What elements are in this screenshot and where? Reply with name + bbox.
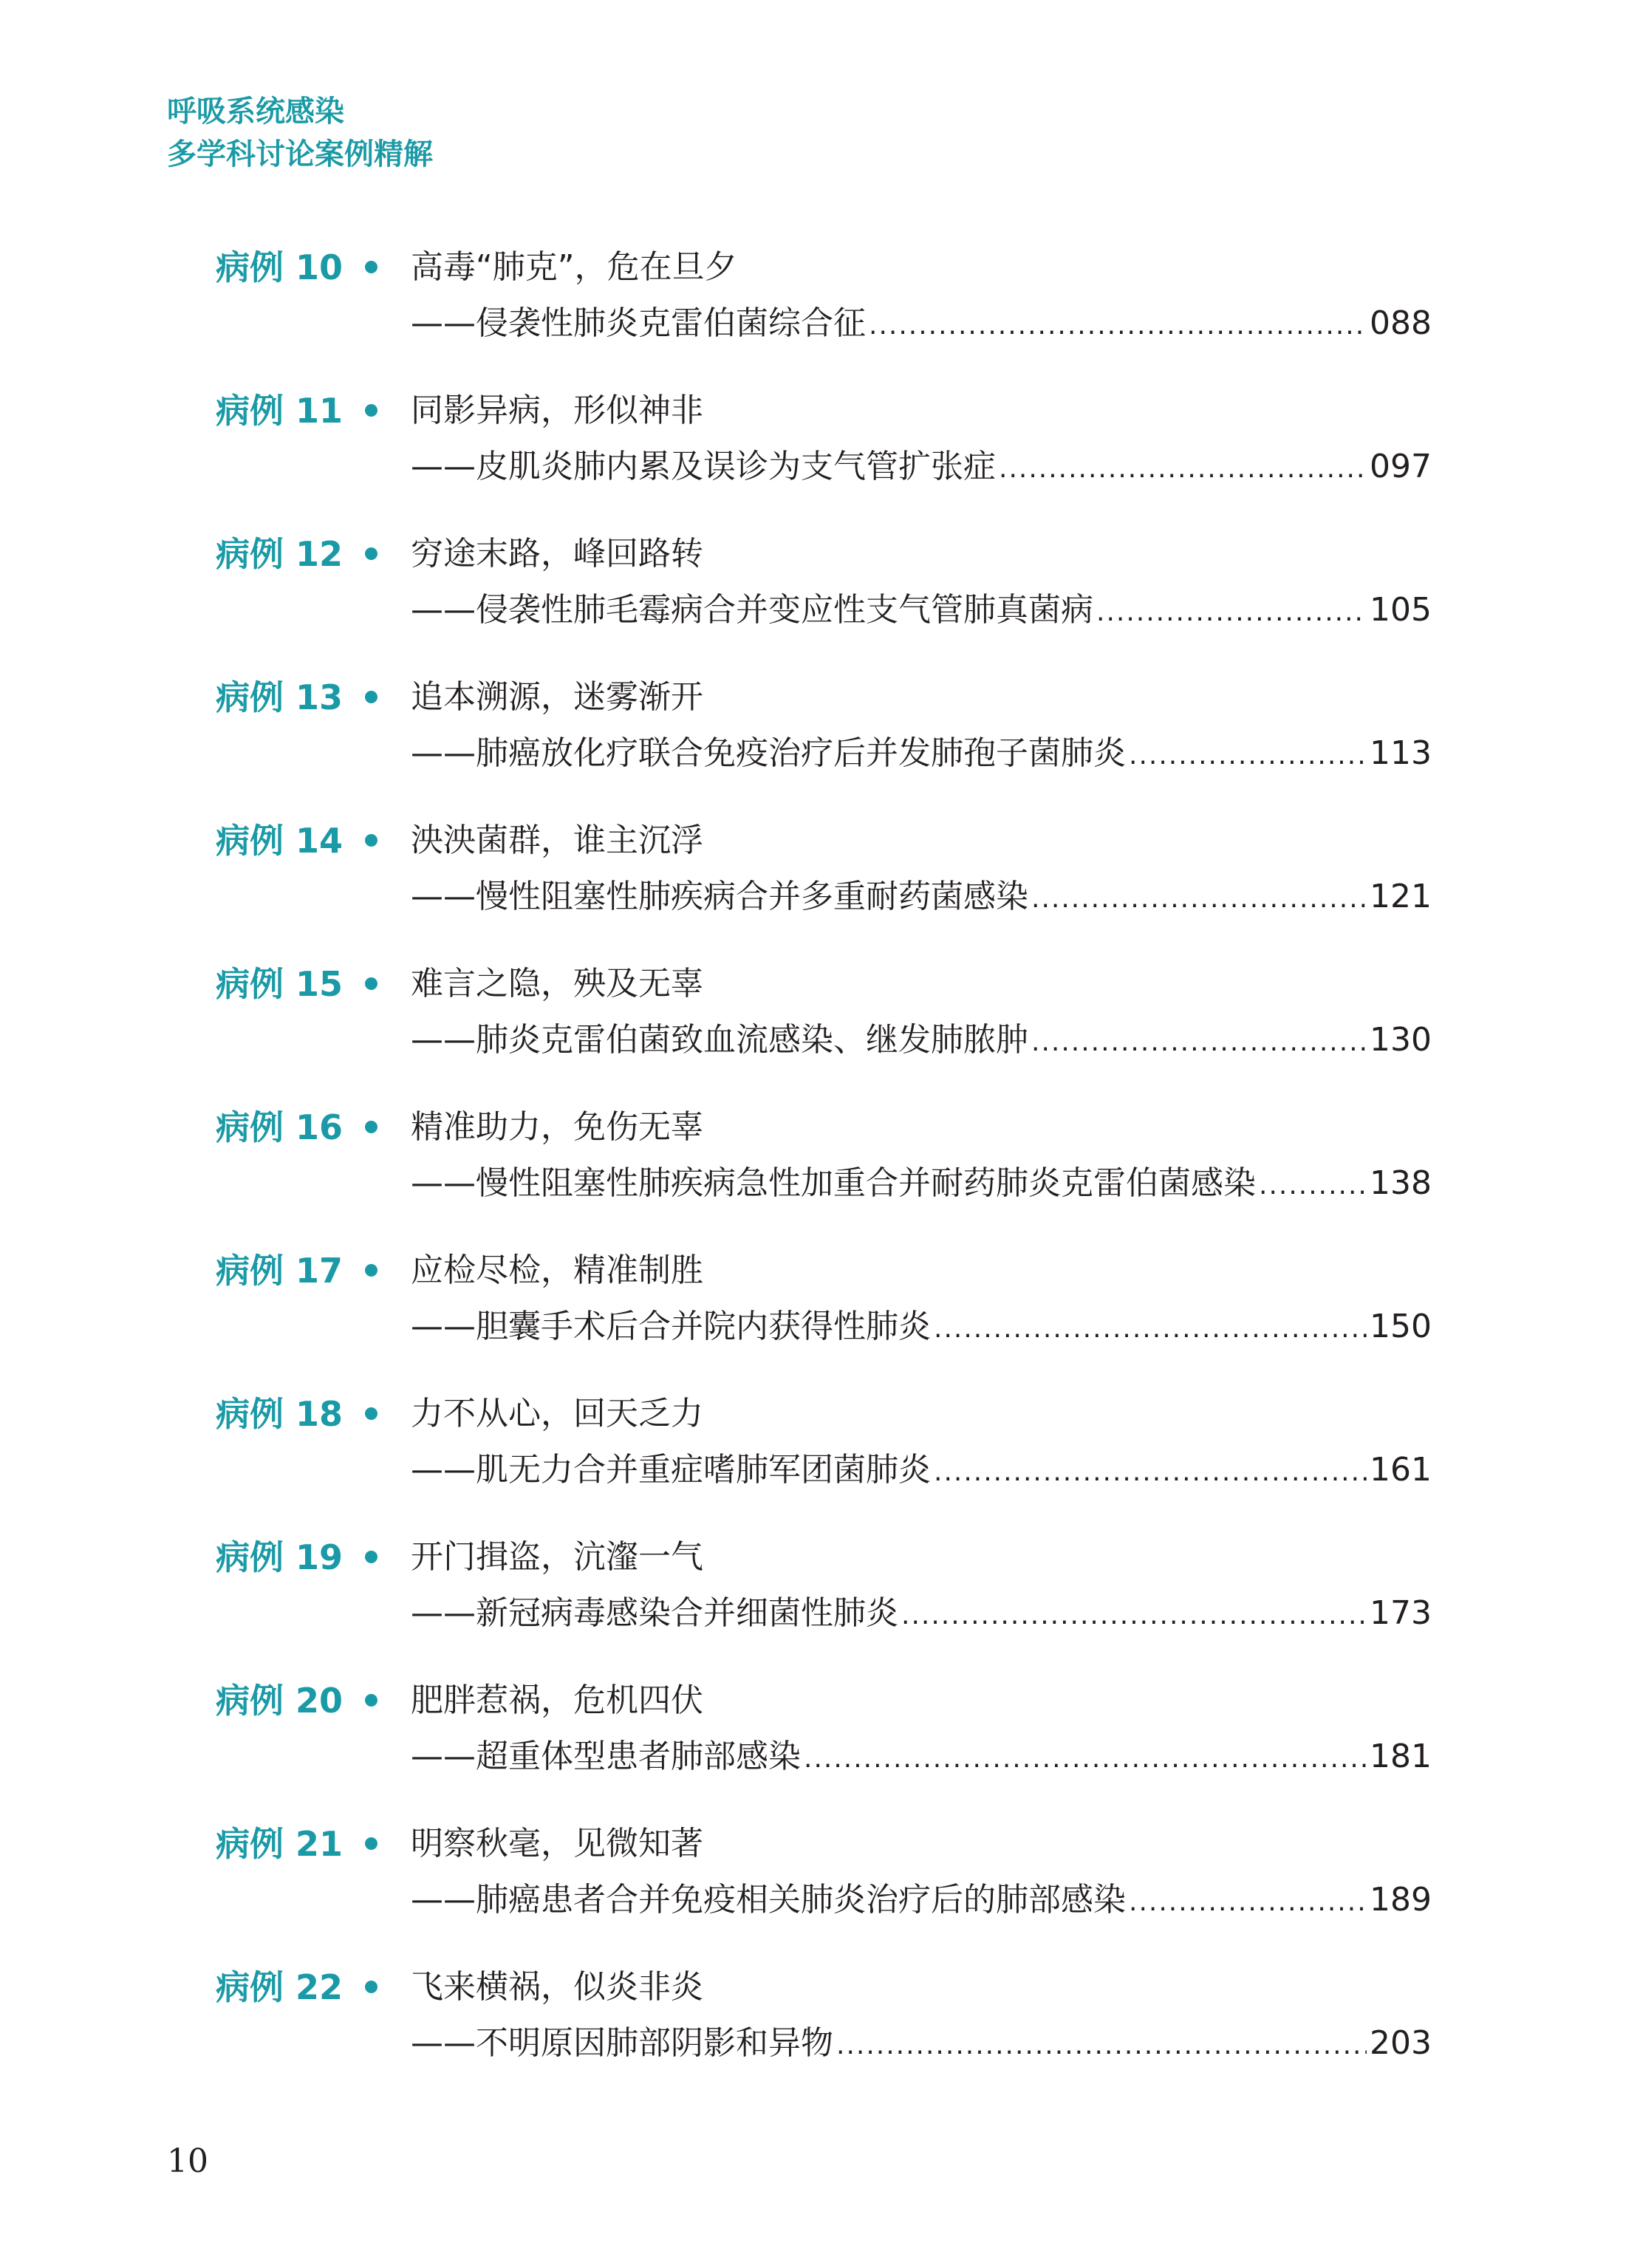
toc-entry[interactable] [0,242,1640,385]
case-number: 病例 22 [216,1967,344,2007]
case-subtitle: ——慢性阻塞性肺疾病合并多重耐药菌感染 [411,878,1028,915]
case-title: 明察秋毫，见微知著 [411,1825,703,1862]
page-number[interactable]: 150 [1370,1308,1432,1345]
page-number[interactable]: 181 [1370,1738,1432,1775]
dot-leader [1259,1160,1367,1212]
case-number: 病例 15 [216,964,344,1004]
case-title: 精准助力，免伤无辜 [411,1108,703,1146]
case-number: 病例 12 [216,534,344,574]
case-subtitle-line [411,1158,1432,1212]
bullet-dot-icon [365,1837,377,1850]
bullet-dot-icon [365,1121,377,1133]
bullet-dot-icon [365,1694,377,1707]
page-number[interactable]: 130 [1370,1021,1432,1059]
page-number[interactable]: 189 [1370,1881,1432,1919]
case-number: 病例 21 [216,1824,344,1864]
case-subtitle-line [411,1731,1432,1785]
case-subtitle: ——肺癌患者合并免疫相关肺炎治疗后的肺部感染 [411,1881,1126,1919]
case-subtitle: ——侵袭性肺炎克雷伯菌综合征 [411,304,866,342]
case-title: 穷途末路，峰回路转 [411,535,703,573]
toc-entry[interactable] [0,528,1640,672]
case-subtitle-line [411,728,1432,782]
case-number: 病例 14 [216,821,344,861]
dot-leader [1096,587,1367,638]
page-number[interactable]: 161 [1370,1451,1432,1489]
case-number: 病例 17 [216,1251,344,1291]
page-number[interactable]: 173 [1370,1594,1432,1632]
bullet-dot-icon [365,404,377,417]
book-title-line1: 呼吸系统感染 [167,95,344,129]
toc-entry[interactable] [0,958,1640,1101]
case-title: 泱泱菌群，谁主沉浮 [411,822,703,859]
toc-entry[interactable] [0,672,1640,815]
toc-entry[interactable] [0,815,1640,958]
bullet-dot-icon [365,1407,377,1420]
dot-leader [836,2020,1367,2071]
case-subtitle: ——不明原因肺部阴影和异物 [411,2024,833,2062]
case-number: 病例 13 [216,677,344,717]
case-number: 病例 20 [216,1681,344,1721]
dot-leader [1031,873,1367,925]
page-number[interactable]: 097 [1370,448,1432,485]
dot-leader [934,1303,1367,1355]
case-subtitle: ——慢性阻塞性肺疾病急性加重合并耐药肺炎克雷伯菌感染 [411,1164,1256,1202]
case-subtitle-line [411,1301,1432,1355]
toc-entry[interactable] [0,1388,1640,1531]
page-number[interactable]: 121 [1370,878,1432,915]
case-subtitle: ——侵袭性肺毛霉病合并变应性支气管肺真菌病 [411,591,1093,629]
case-subtitle: ——肺炎克雷伯菌致血流感染、继发肺脓肿 [411,1021,1028,1059]
page-number[interactable]: 088 [1370,304,1432,342]
case-subtitle-line [411,1014,1432,1068]
case-subtitle: ——肺癌放化疗联合免疫治疗后并发肺孢子菌肺炎 [411,734,1126,772]
case-subtitle: ——皮肌炎肺内累及误诊为支气管扩张症 [411,448,996,485]
toc-entry[interactable] [0,1675,1640,1818]
dot-leader [1129,730,1367,782]
running-header [167,90,433,176]
case-title: 开门揖盗，沆瀣一气 [411,1538,703,1576]
case-subtitle-line [411,871,1432,925]
bullet-dot-icon [365,261,377,273]
bullet-dot-icon [365,977,377,990]
case-subtitle-line [411,441,1432,495]
case-title: 同影异病，形似神非 [411,392,703,429]
toc-entry[interactable] [0,1961,1640,2105]
toc-entry[interactable] [0,1818,1640,1961]
dot-leader [934,1446,1367,1498]
bullet-dot-icon [365,1981,377,1993]
dot-leader [901,1590,1367,1642]
dot-leader [804,1733,1367,1785]
case-subtitle: ——胆囊手术后合并院内获得性肺炎 [411,1308,931,1345]
case-title: 应检尽检，精准制胜 [411,1251,703,1289]
page-number[interactable]: 113 [1370,734,1432,772]
case-number: 病例 11 [216,391,344,431]
toc-entry[interactable] [0,1531,1640,1675]
bullet-dot-icon [365,1551,377,1563]
toc-entry[interactable] [0,385,1640,528]
case-subtitle-line [411,1444,1432,1498]
toc-entry[interactable] [0,1245,1640,1388]
bullet-dot-icon [365,691,377,703]
case-title: 追本溯源，迷雾渐开 [411,678,703,716]
page-number[interactable]: 105 [1370,591,1432,629]
dot-leader [1129,1876,1367,1928]
case-number: 病例 19 [216,1537,344,1577]
page-number[interactable]: 138 [1370,1164,1432,1202]
case-title: 飞来横祸，似炎非炎 [411,1968,703,2006]
case-number: 病例 18 [216,1394,344,1434]
case-subtitle-line [411,298,1432,352]
bullet-dot-icon [365,834,377,847]
case-title: 力不从心，回天乏力 [411,1395,703,1432]
case-subtitle-line [411,584,1432,638]
case-subtitle-line [411,1588,1432,1642]
case-number: 病例 10 [216,247,344,287]
bullet-dot-icon [365,547,377,560]
case-subtitle: ——新冠病毒感染合并细菌性肺炎 [411,1594,898,1632]
case-title: 难言之隐，殃及无辜 [411,965,703,1003]
dot-leader [869,300,1367,352]
page-number[interactable]: 203 [1370,2024,1432,2062]
table-of-contents [0,242,1640,2105]
dot-leader [999,443,1367,495]
case-title: 肥胖惹祸，危机四伏 [411,1681,703,1719]
book-title-line2: 多学科讨论案例精解 [167,137,433,171]
dot-leader [1031,1017,1367,1068]
case-subtitle: ——超重体型患者肺部感染 [411,1738,801,1775]
bullet-dot-icon [365,1264,377,1277]
toc-entry[interactable] [0,1101,1640,1245]
case-subtitle: ——肌无力合并重症嗜肺军团菌肺炎 [411,1451,931,1489]
case-subtitle-line [411,2018,1432,2071]
case-title: 高毒“肺克”，危在旦夕 [411,248,737,286]
folio-page-number: 10 [167,2142,208,2180]
case-number: 病例 16 [216,1107,344,1147]
case-subtitle-line [411,1874,1432,1928]
